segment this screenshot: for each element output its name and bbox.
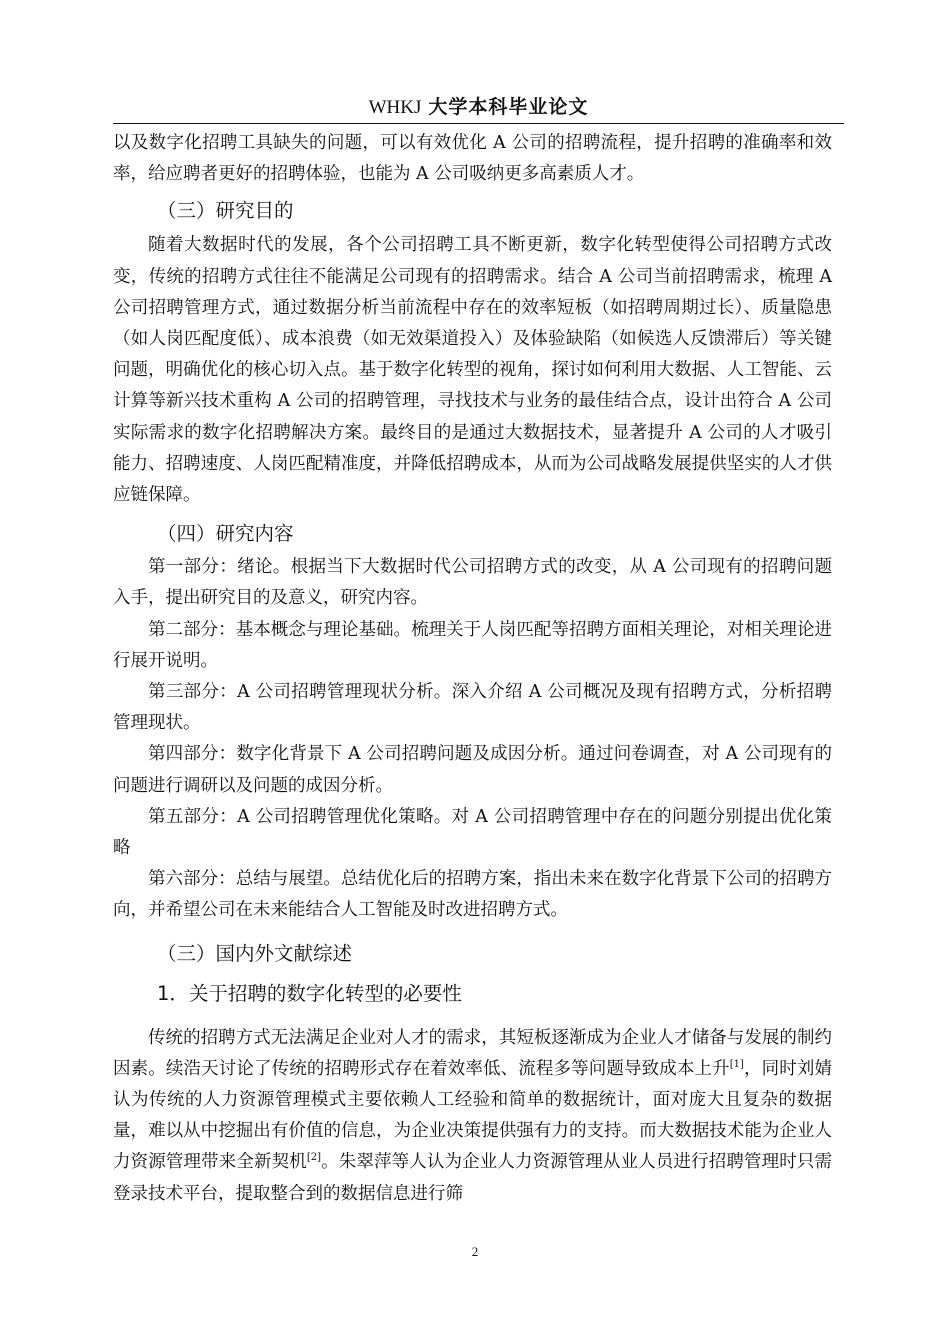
citation-2[interactable]: [2] (306, 1152, 321, 1164)
document-body (113, 128, 832, 1210)
paragraph-part-1: 第一部分：绪论。根据当下大数据时代公司招聘方式的改变，从 A 公司现有的招聘问题入手，提出研究目的及意义，研究内容。 (113, 557, 832, 609)
paragraph-part-3: 第三部分：A 公司招聘管理现状分析。深入介绍 A 公司概况及现有招聘方式，分析招聘管理现状。 (113, 682, 832, 734)
literature-text-a: 传统的招聘方式无法满足企业对人才的需求，其短板逐渐成为企业人才储备与发展的制约因素。续浩天讨论了传统的招聘形式存在着效率低、流程多等问题导致成本上升 (113, 1027, 832, 1079)
paragraph-part-6: 第六部分：总结与展望。总结优化后的招聘方案，指出未来在数字化背景下公司的招聘方向，并希望公司在未来能结合人工智能及时改进招聘方式。 (113, 869, 832, 921)
section-heading-research-objective: （三）研究目的 (157, 199, 294, 223)
paragraph-part-4: 第四部分：数字化背景下 A 公司招聘问题及成因分析。通过问卷调查，对 A 公司现有的问题进行调研以及问题的成因分析。 (113, 744, 832, 796)
page-number: 2 (471, 1244, 479, 1259)
paragraph-literature (113, 1023, 832, 1210)
paragraph-continuation: 以及数字化招聘工具缺失的问题，可以有效优化 A 公司的招聘流程，提升招聘的准确率和效率，给应聘者更好的招聘体验，也能为 A 公司吸纳更多高素质人才。 (113, 133, 832, 185)
literature-text-c: 。朱翠萍等人认为企业人力资源管理从业人员进行招聘管理时只需登录技术平台，提取整合到的数据信息进行筛 (113, 1152, 832, 1204)
header-title: 大学本科毕业论文 (428, 96, 589, 118)
paragraph-research-objective: 随着大数据时代的发展，各个公司招聘工具不断更新，数字化转型使得公司招聘方式改变，传统的招聘方式往往不能满足公司现有的招聘需求。结合 A 公司当前招聘需求，梳理 A 公司招聘管理方式，通过数据分析当前流程中存在的效率短板（如招聘周期过长）、质量隐患（如人岗匹配度低）、成本浪费（如无效渠道投入）及体验缺陷（如候选人反馈滞后）等关键问题，明确优化的核心切入点。基于数字化转型的视角，探讨如何利用大数据、人工智能、云计算等新兴技术重构 A 公司的招聘管理，寻找技术与业务的最佳结合点，设计出符合 A 公司实际需求的数字化招聘解决方案。最终目的是通过大数据技术，显著提升 A 公司的人才吸引能力、招聘速度、人岗匹配精准度，并降低招聘成本，从而为公司战略发展提供坚实的人才供应链保障。 (113, 235, 832, 506)
citation-1[interactable]: [1] (729, 1059, 744, 1071)
section-heading-literature-review: （三）国内外文献综述 (157, 941, 353, 965)
subsection-heading-digital-transformation: 1．关于招聘的数字化转型的必要性 (157, 981, 462, 1005)
section-heading-research-content: （四）研究内容 (157, 522, 294, 546)
page-header (113, 93, 844, 124)
paragraph-part-5: 第五部分：A 公司招聘管理优化策略。对 A 公司招聘管理中存在的问题分别提出优化策略 (113, 806, 832, 859)
paragraph-part-2: 第二部分：基本概念与理论基础。梳理关于人岗匹配等招聘方面相关理论，对相关理论进行展开说明。 (113, 619, 832, 671)
literature-text-b: ，同时刘婧认为传统的人力资源管理模式主要依赖人工经验和简单的数据统计，面对庞大且复杂的数据量，难以从中挖掘出有价值的信息，为企业决策提供强有力的支持。而大数据技术能为企业人力资源管理带来全新契机 (113, 1058, 833, 1173)
header-prefix: WHKJ (368, 97, 422, 118)
